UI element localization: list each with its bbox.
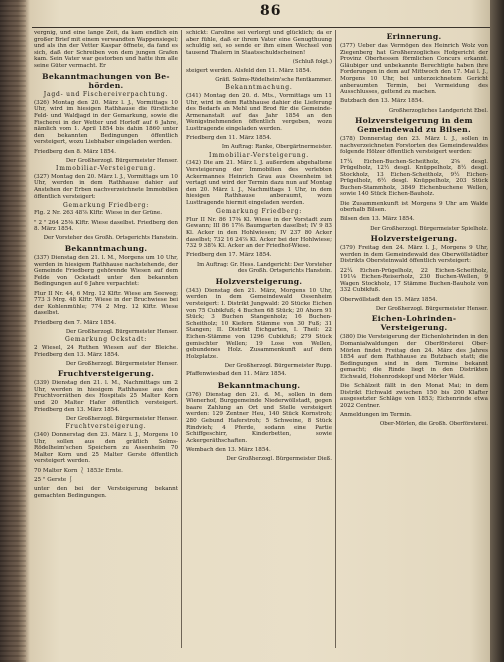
signature-line: Ober-Mörlen, die Großh. Oberförsterei. xyxy=(379,421,488,428)
paragraph: Pfaffenwiesbad den 11. März 1854. xyxy=(186,371,287,378)
paragraph: Flur II Nr. 86 17⅜ Kl. Wiese in der Vorstadt zum Gewann; III 86 17⅝ Baumgarten daselbst; IV 9 83 Kl. Acker in den Hohlwiesen; IV 237 80 Acker daselbst; 732 16 24⅞ Kl. Acker bei der Hohlwiese; 732 9 38⅞ Kl. Acker an der Friedhof-Wiese. xyxy=(186,216,332,250)
signature-line: Der Großherzogl. Bürgermeister Henser. xyxy=(65,328,178,335)
paragraph: Friedberg den 8. März 1854. xyxy=(34,148,117,155)
paragraph: (326) Montag den 20. März l. J., Vormittags 10 Uhr, wird im hiesigen Rathhause die fürstliche Feld- und Waldjagd in der Gemarkung, sowie die Fischerei in der Wetter und Horloff auf 6 Jahre, nämlich vom 1. April 1854 bis dahin 1860 unter den bekannten Bedingungen öffentlich versteigert, wozu Liebhaber eingeladen werden. xyxy=(34,99,178,146)
signature-line: Der Großherzogl. Bürgermeister Henser. xyxy=(65,360,178,367)
section-heading: Eichen-Lohrinden-Versteigerung. xyxy=(371,314,457,333)
paragraph: (337) Dienstag den 21. l. M., Morgens um 10 Uhr, werden in hiesigem Rathhause nachstehende, der Gemeinde Friedberg gehörende Wiesen auf dem Felde von Ockstadt unter den bekannten Bedingungen auf 6 Jahre verpachtet: xyxy=(34,255,178,288)
paragraph: (343) Dienstag den 21. März, Morgens 10 Uhr, werden in dem Gemeindewald Ossenheim versteigert: I. Distrikt Jungwald: 20 Stücke Eichen von 75 Cubikfuß; 4 Buchen 68 Stück; 20 Ahorn 91 Stück; 3 Buchen Stangenholz; 16 Buchen-Scheitholz; 10 Kiefern Stämme von 30 Fuß; 31 Stangen; II. Distrikt Eichgarten, I. Theil: 22 Eichen-Stämme von 1296 Cubikfuß; 279 Stück gemischter Wellen; 19 Lose von Wellen, gebundenes Holz. Zusammenkunft auf dem Holzplatze. xyxy=(186,287,332,360)
paragraph: Friedberg den 11. März 1854. xyxy=(186,135,272,142)
paragraph: schickt: Caroline sei verlorgt und glücklich; da er aber fühle, daß er ihrem Vater eine Genugthuung schuldig sei, so sende er ihm einen Wechsel von tausend Thalern in Staatsschuldscheinen! xyxy=(186,30,332,56)
section-heading: Holzversteigerung. xyxy=(370,234,458,244)
paragraph: Anmeldungen im Termin. xyxy=(340,412,412,419)
signature-line: (Schluß folgt.) xyxy=(292,58,332,65)
signature-line: Im Auftrag: Ranke, Obergärtnermeister. xyxy=(221,144,332,151)
paragraph: " 2 " 264 25⅜ Klftr. Wiese daselbst. Friedberg den 8. März 1854. xyxy=(34,219,178,233)
paragraph: (327) Montag den 20. März l. J., Vormittags um 10 Uhr, werden in dem Rathhause dahier auf Anstehen der Erben nachverzeichnete Immobilien öffentlich versteigert: xyxy=(34,173,178,200)
paragraph: 2 Wiesel, 24 Ruthen Wiesen auf der Bleiche. Friedberg den 13. März 1854. xyxy=(34,344,178,358)
subheading: Gemarkung Friedberg: xyxy=(215,208,303,216)
signature-line: Großherzogliches Landgericht Ebel. xyxy=(388,107,488,114)
subheading: Fruchtversteigerung. xyxy=(65,423,147,431)
paragraph: Friedberg den 7. März 1854. xyxy=(34,319,117,326)
paragraph: (376) Dienstag den 21. d. M., sollen in dem Wienerhof, Burggemeinde Niederwöllstadt, gegen baare Zahlung an Ort und Stelle versteigert werden: 129 Zentner Heu, 140 Stück Kornstroh; 280 Gebund Haferstroh; 5 Schweine, 8 Stück Rindvieh; 4 Pferde, sodann eine Partie Schiffgeschirr, Kinderbetten, sowie Ackergeräthschaften. xyxy=(186,391,332,444)
paragraph: (341) Montag den 20. d. Mts., Vormittags um 11 Uhr, wird in dem Rathhause dahier die Lieferung des Bedarfs an Mehl und Brod für die Gemeinde-Armenanstalt auf das Jahr 1854 an den Wenigstnehmenden öffentlich vergeben, wozu Lusttragende eingeladen werden. xyxy=(186,92,332,132)
signature-line: Der Großherzogl. Bürgermeister Dieß. xyxy=(226,456,332,463)
section-heading: Bekanntmachung. xyxy=(64,244,148,253)
paragraph: (340) Donnerstag den 23. März l. J., Morgens 10 Uhr, sollen aus den gräflich Solms-Rödelheim'schen Speichern zu Assenheim 70 Malter Korn und 25 Malter Gerste öffentlich versteigert werden. xyxy=(34,432,178,465)
paragraph: steigert werden. Alsfeld den 11. März 1854. xyxy=(186,67,312,74)
paragraph: 70 Malter Korn ⎱ 1853r Ernte. xyxy=(34,467,123,474)
subheading: Gemarkung Friedberg: xyxy=(62,201,150,209)
section-heading: Holzversteigerung in dem Gemeindewald zu Bilsen. xyxy=(355,116,473,135)
subheading: Gemarkung Ockstadt: xyxy=(64,336,148,344)
column-divider xyxy=(335,30,336,648)
signature-line: Im Auftrag: Gr. Hess. Landgericht: Der Vorsteher des Großh. Ortsgerichts Hanstein. xyxy=(196,261,332,275)
header-rule xyxy=(32,27,490,28)
paragraph: Wembach den 13. März 1854. xyxy=(186,447,271,453)
page-number: 86 xyxy=(260,3,282,19)
signature-line: Der Großherzogl. Bürgermeister Henser. xyxy=(375,305,488,312)
column-left xyxy=(34,30,178,648)
paragraph: (378) Donnerstag den 23. März l. J., sollen in nachverzeichneten Forstorten des Gemeindewaldes folgende Hölzer öffentlich versteigert werden: xyxy=(340,136,488,156)
subheading: Immobiliar-Versteigerung. xyxy=(209,151,309,159)
paragraph: (377) Ueber das Vermögen des Heinrich Wolz von Ziegenberg hat Großherzogliches Hofgericht der Provinz Oberhessen förmlichen Concurs erkannt. Gläubiger und unbekannte Berechtigte haben ihre Forderungen in dem auf Mittwoch den 17. Mai l. J., Morgens 10 Uhr, bei unterzeichnetem Gericht anberaumten Termin, bei Vermeidung des Ausschlusses, geltend zu machen. xyxy=(340,43,488,96)
section-heading: Fruchtversteigerung. xyxy=(57,369,155,379)
newspaper-page xyxy=(30,3,492,656)
paragraph: Die Zusammenkunft ist Morgens 9 Uhr am Walde oberhalb Bilsen. xyxy=(340,200,488,214)
paragraph: (339) Dienstag den 21. l. M., Nachmittags um 2 Uhr, werden in hiesigem Rathhause aus den Fruchtvorräthen des Hospitals 25 Malter Korn und 20 Malter Hafer öffentlich versteigert. Friedberg den 13. März 1854. xyxy=(34,380,178,413)
paragraph: unter den bei der Versteigerung bekannt gemachten Bedingungen. xyxy=(34,485,178,499)
paragraph: (342) Die am 21. März l. J. außerdem abgehaltene Versteigerung der Immobilien des verlebten Ackermannes Heinrich Grau aus Ossenheim ist vertagt und wird der Termin dazu nun auf Montag den 20. März l. J., Nachmittags 1 Uhr, in dem hiesigen Rathhause anberaumt, wozu Lusttragende hiermit eingeladen werden. xyxy=(186,160,332,207)
paragraph: Oberwöllstadt den 15. März 1854. xyxy=(340,296,438,303)
paragraph: 22¼ Eichen-Prügelholz, 22 Eichen-Scheitholz, 191⅛ Eichen-Reiserholz, 230 Buchen-Wellen, 9 Wagen Stockholz, 17 Stämme Buchen-Bauholz von 332 Cubikfuß. xyxy=(340,267,488,294)
paragraph: vergnig, und eine lange Zeit, da kam endlich ein großer Brief mit einem verwandten Wappensiegel; und als ihn der Vetter Kaspar öffnete, da fand es sich, daß der Schreiben von dem jungen Grafen kam. Sein Vater war gestorben und hatte ihm alle seine Güter vermacht. Er xyxy=(34,30,178,69)
paragraph: Friedberg den 17. März 1854. xyxy=(186,252,272,259)
paragraph: Flg. 2 Nr. 263 48⅞ Klftr. Wiese in der Grüne. xyxy=(34,210,162,217)
signature-line: Der Großherzogl. Bürgermeister Spielholz. xyxy=(370,225,488,232)
column-right xyxy=(340,30,488,648)
column-middle xyxy=(186,30,332,648)
subheading: Bekanntmachung. xyxy=(225,84,293,92)
signature-line: Der Vorsteher des Großh. Ortsgerichts Hanstein. xyxy=(43,235,178,242)
section-heading: Bekanntmachung. xyxy=(217,380,301,390)
paragraph: Die Schälzeit fällt in den Monat Mai; in dem Distrikt Eichwald zwischen 150 bis 200 Klafter ausgesetzter Schläge von 1853; Eichenrinde etwa 2022 Centner. xyxy=(340,383,488,409)
book-binding xyxy=(0,0,26,662)
page-edge xyxy=(490,0,504,662)
paragraph: Bilsen den 13. März 1854. xyxy=(340,216,415,223)
paragraph: 25 " Gerste ⎰ xyxy=(34,476,74,483)
paragraph: 17¼ Eichen-Buchen-Scheitholz, 2⅝ desgl. Prügelholz, 12½ desgl. Knüppelholz, 8½ desgl. Stockholz, 13 Eichen-Scheitholz, 9½ Eichen-Prügelholz, 6½ desgl. Knüppelholz, 203 Stück Buchen-Stammholz, 3849 Eichenbuchene Wellen, sowie 140 Stück Eichen-Bauholz. xyxy=(340,158,488,198)
section-heading: Erinnerung. xyxy=(386,32,442,41)
subheading: Jagd- und Fischereiverpachtung. xyxy=(43,91,169,99)
signature-line: Der Großherzogl. Bürgermeister Henser. xyxy=(65,415,178,422)
subheading: Immobiliar-Versteigerung. xyxy=(56,165,156,173)
signature-line: Gräfl. Solms-Rödelheim'sche Rentkammer. xyxy=(215,76,332,83)
paragraph: Butzbach den 13. März 1854. xyxy=(340,98,424,105)
section-heading: Holzversteigerung. xyxy=(215,276,303,286)
signature-line: Der Großherzogl. Bürgermeister Rupp. xyxy=(224,362,332,369)
signature-line: Der Großherzogl. Bürgermeister Henser. xyxy=(65,157,178,164)
column-divider xyxy=(181,30,182,648)
section-heading: Bekanntmachungen von Be-hörden. xyxy=(42,72,170,91)
paragraph: (380) Die Versteigerung der Eichenlohrinden in den Domanialwaldungen der Oberförsterei Ober-Mörlen findet Freitag den 24. März des Jahres 1854 auf dem Rathhause zu Butzbach statt; die Bedingungen sind in dem Termine bekannt gemacht; die Rinde liegt in den Distrikten Eichwald, Hohenrodskopf und Mörler Wald. xyxy=(340,334,488,380)
paragraph: Flur II Nr. 44, 6 Mrg. 12 Klftr. Wiese am Seeweg; 773 3 Mrg. 48 Klftr. Wiese in der Bruchwiese bei der Kohlenmühle; 774 2 Mrg. 12 Klftr. Wiese daselbst. xyxy=(34,290,178,317)
paragraph: (379) Freitag den 24. März l. J., Morgens 9 Uhr, werden in dem Gemeindewald des Oberwöllstädter Distrikts Obersteinwald öffentlich versteigert: xyxy=(340,245,488,265)
